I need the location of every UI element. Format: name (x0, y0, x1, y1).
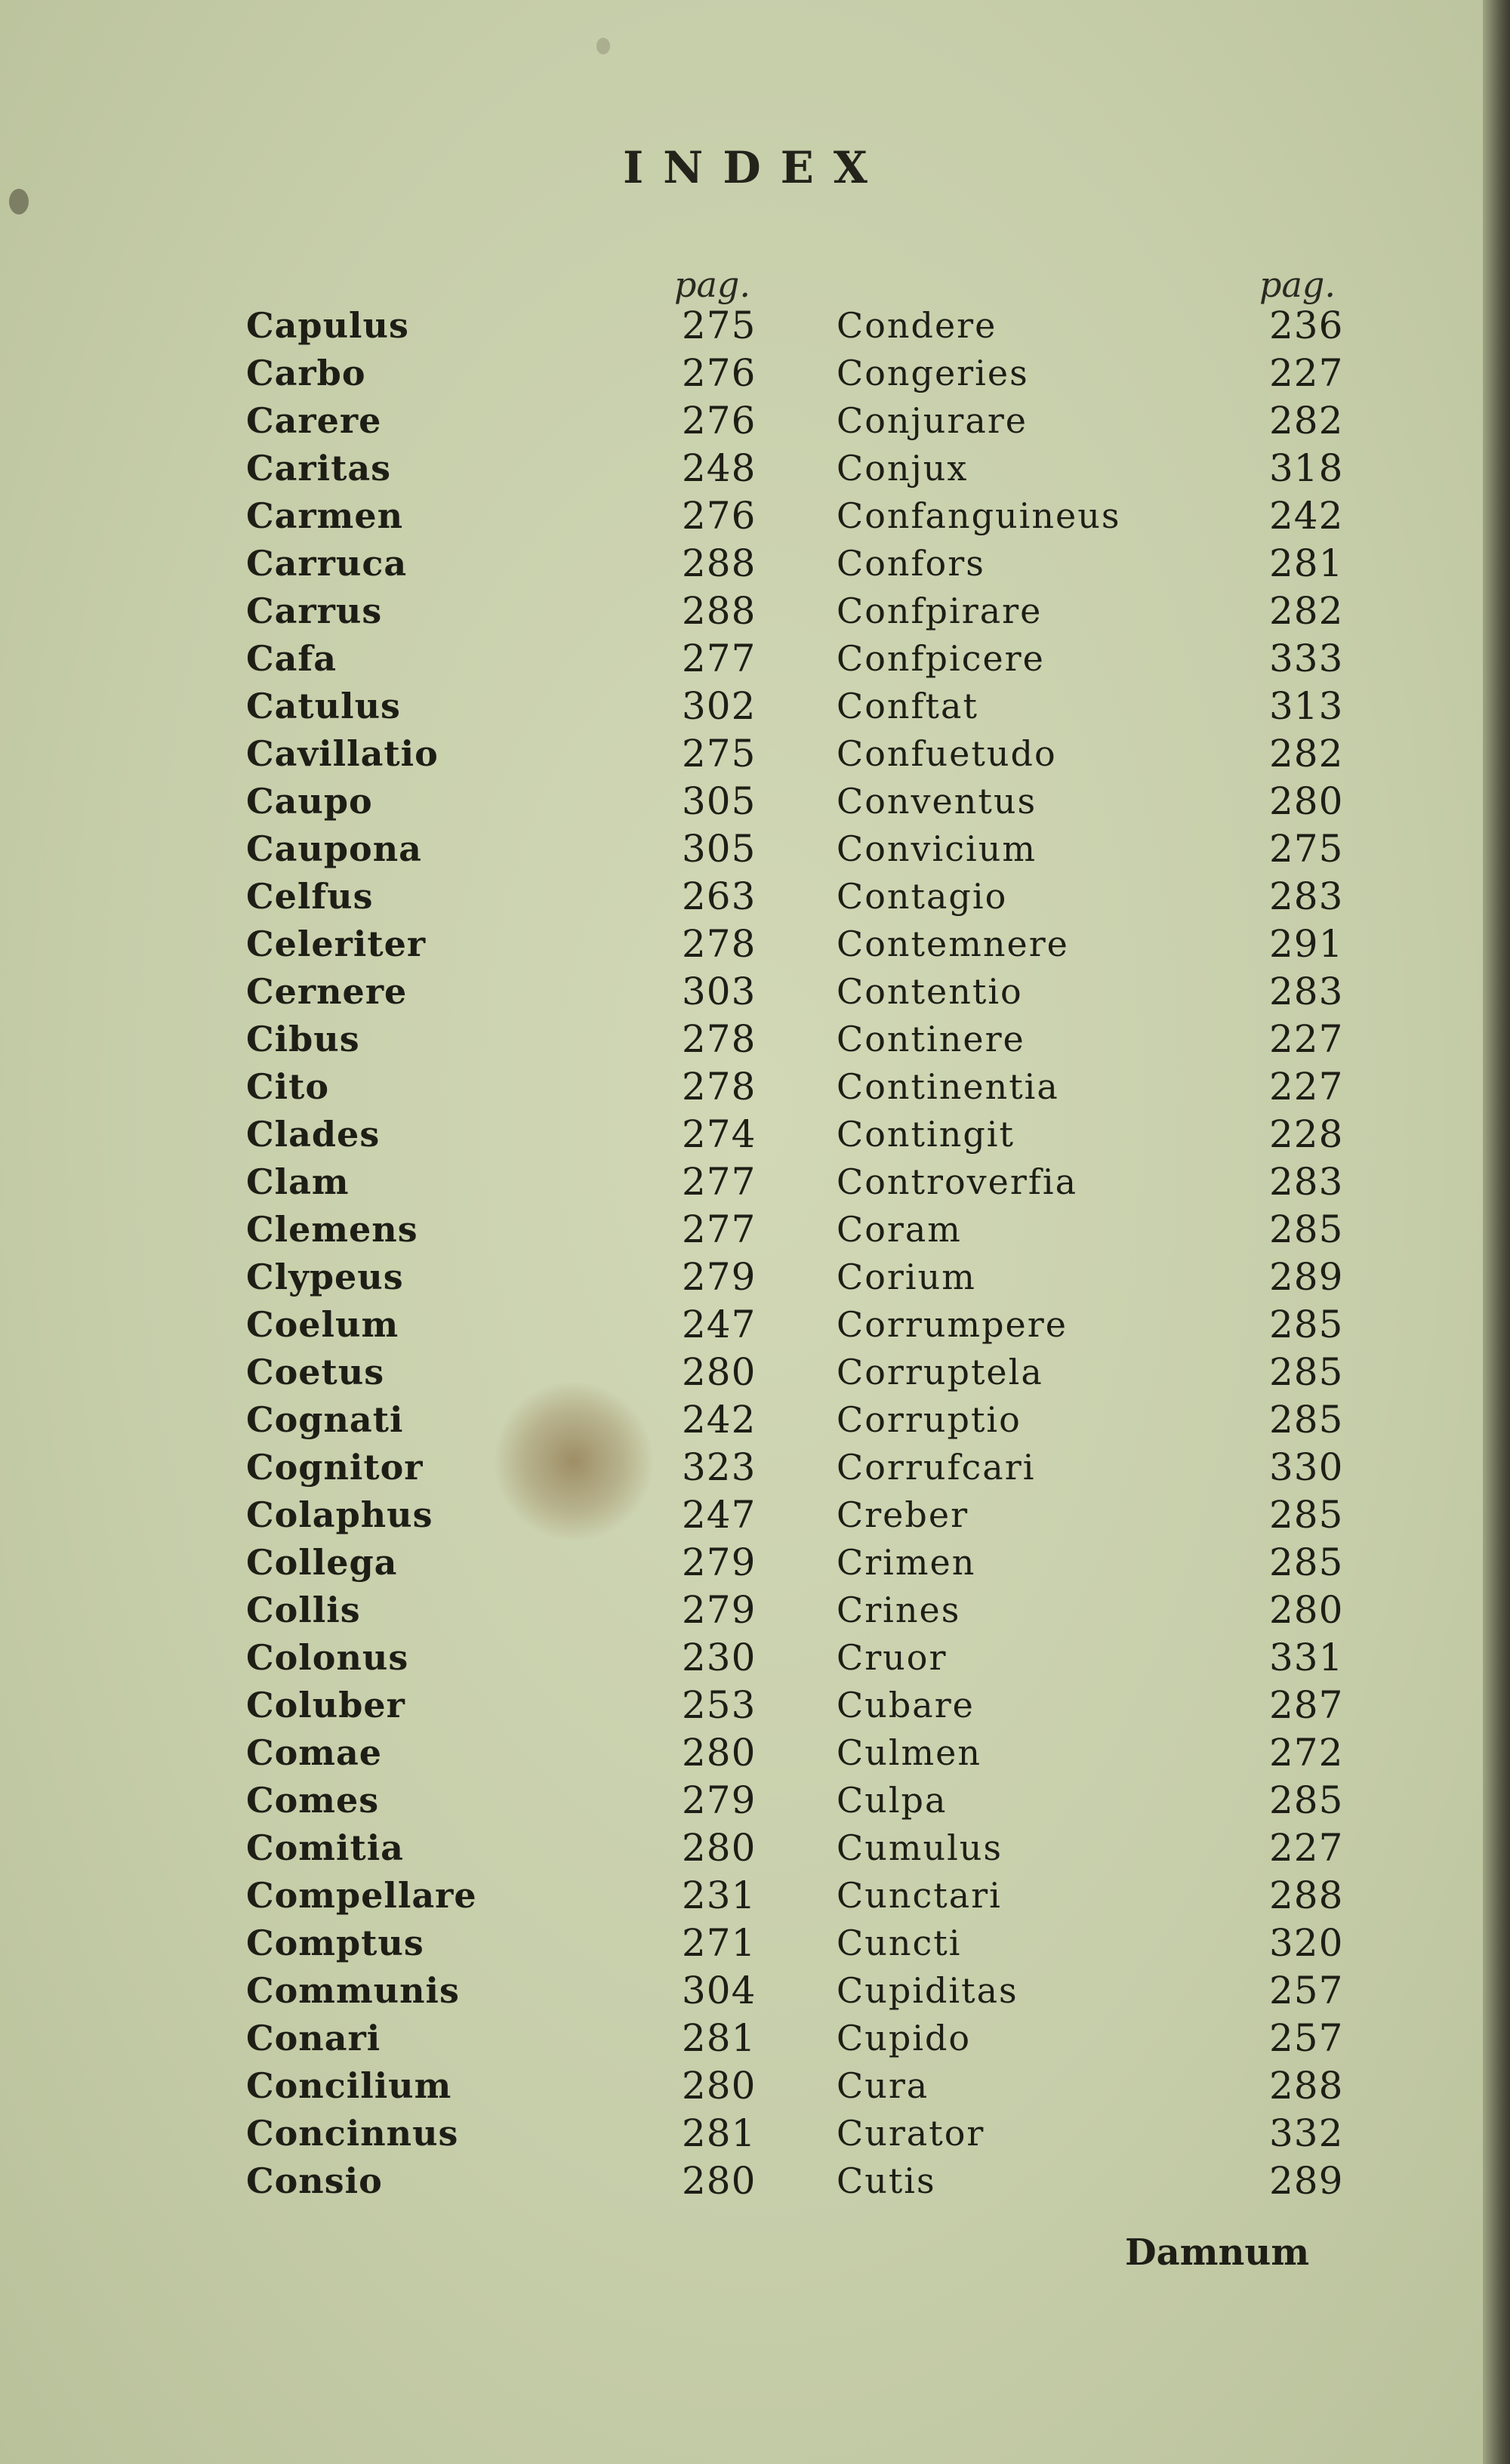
index-term: Confpirare (837, 591, 1043, 631)
index-term: Contentio (837, 971, 1023, 1012)
page-number: 281 (682, 2111, 757, 2155)
page-number: 285 (1269, 1540, 1344, 1584)
index-term: Celfus (246, 876, 374, 917)
index-entry (837, 2110, 1365, 2157)
index-term: Condere (837, 305, 997, 346)
page-number: 227 (1269, 1826, 1344, 1870)
index-term: Catulus (246, 686, 401, 726)
index-entry (246, 1444, 775, 1491)
index-term: Comes (246, 1780, 380, 1821)
page-number: 331 (1269, 1636, 1344, 1679)
page-number: 283 (1269, 970, 1344, 1013)
page-number: 302 (682, 684, 757, 728)
index-term: Conjurare (837, 400, 1028, 441)
index-entry (837, 873, 1365, 921)
page-number: 279 (682, 1778, 757, 1822)
index-entry (246, 1587, 775, 1634)
index-term: Caritas (246, 448, 392, 489)
index-entry (246, 825, 775, 873)
index-entry (246, 1729, 775, 1777)
index-entry (246, 1158, 775, 1206)
index-term: Cunctari (837, 1875, 1002, 1916)
index-term: Coetus (246, 1352, 385, 1392)
page-number: 283 (1269, 874, 1344, 918)
page-number: 304 (682, 1969, 757, 2012)
page-number: 275 (682, 732, 757, 776)
index-entry (837, 1824, 1365, 1872)
page-number: 280 (682, 2159, 757, 2203)
index-term: Comae (246, 1732, 383, 1773)
index-term: Curator (837, 2113, 985, 2154)
index-term: Clypeus (246, 1257, 404, 1297)
index-term: Coluber (246, 1685, 405, 1725)
index-entry (246, 635, 775, 683)
page-number: 227 (1269, 351, 1344, 395)
page-number: 277 (682, 1160, 757, 1204)
catchword: Damnum (1125, 2231, 1310, 2274)
index-entry (246, 1301, 775, 1349)
page-number: 313 (1269, 684, 1344, 728)
index-term: Corrufcari (837, 1447, 1036, 1488)
index-term: Cavillatio (246, 733, 439, 774)
page-number: 257 (1269, 2016, 1344, 2060)
page-number: 227 (1269, 1065, 1344, 1109)
index-entry (837, 445, 1365, 492)
page-number: 282 (1269, 399, 1344, 443)
page-number: 276 (682, 494, 757, 538)
index-entry (246, 730, 775, 778)
page-number: 289 (1269, 2159, 1344, 2203)
page-number: 278 (682, 1065, 757, 1109)
index-term: Carere (246, 400, 382, 441)
ink-speck (596, 38, 610, 54)
index-entry (837, 1682, 1365, 1729)
page-number: 230 (682, 1636, 757, 1679)
index-entry (837, 1491, 1365, 1539)
page-number: 227 (1269, 1017, 1344, 1061)
left-pag-label: pag. (674, 264, 750, 305)
page-number: 277 (682, 637, 757, 680)
page-number: 231 (682, 1873, 757, 1917)
index-term: Confuetudo (837, 733, 1057, 774)
index-term: Concilium (246, 2065, 452, 2106)
index-term: Cafa (246, 638, 337, 679)
index-term: Coelum (246, 1304, 399, 1345)
index-entry (246, 1872, 775, 1920)
page-number: 278 (682, 922, 757, 966)
index-entry (246, 683, 775, 730)
left-index-column (246, 302, 775, 2205)
page-number: 280 (682, 1731, 757, 1775)
page-number: 280 (1269, 779, 1344, 823)
index-entry (837, 1206, 1365, 1254)
index-term: Clam (246, 1161, 350, 1202)
index-term: Concinnus (246, 2113, 459, 2154)
index-entry (837, 2157, 1365, 2205)
page-number: 271 (682, 1921, 757, 1965)
index-entry (246, 2157, 775, 2205)
index-entry (837, 1158, 1365, 1206)
index-entry (246, 1967, 775, 2015)
index-term: Cubare (837, 1685, 975, 1725)
page-number: 282 (1269, 589, 1344, 633)
page-gutter-shadow (1483, 0, 1510, 2464)
index-entry (837, 1777, 1365, 1824)
page-number: 274 (682, 1112, 757, 1156)
index-term: Confanguineus (837, 495, 1121, 536)
index-term: Conventus (837, 781, 1037, 822)
page-number: 279 (682, 1540, 757, 1584)
index-entry (246, 968, 775, 1016)
page-number: 257 (1269, 1969, 1344, 2012)
page-number: 333 (1269, 637, 1344, 680)
page-number: 275 (1269, 827, 1344, 871)
page-number: 279 (682, 1255, 757, 1299)
page-number: 285 (1269, 1493, 1344, 1537)
index-term: Corium (837, 1257, 976, 1297)
index-entry (837, 825, 1365, 873)
index-entry (837, 1729, 1365, 1777)
page-number: 281 (1269, 541, 1344, 585)
index-entry (837, 1587, 1365, 1634)
index-entry (246, 873, 775, 921)
index-term: Corrumpere (837, 1304, 1068, 1345)
index-entry (246, 302, 775, 350)
page-number: 281 (682, 2016, 757, 2060)
index-term: Clemens (246, 1209, 418, 1250)
index-term: Collega (246, 1542, 398, 1583)
page-number: 305 (682, 779, 757, 823)
page-number: 280 (682, 1350, 757, 1394)
page-number: 305 (682, 827, 757, 871)
page-number: 285 (1269, 1207, 1344, 1251)
index-entry (837, 540, 1365, 587)
page-number: 288 (1269, 2064, 1344, 2108)
page-number: 280 (682, 1826, 757, 1870)
index-term: Carruca (246, 543, 408, 584)
index-term: Celeriter (246, 924, 427, 964)
right-pag-label: pag. (1259, 264, 1336, 305)
page-number: 263 (682, 874, 757, 918)
page-number: 272 (1269, 1731, 1344, 1775)
page-number: 236 (1269, 304, 1344, 347)
index-entry (246, 1063, 775, 1111)
index-term: Cognati (246, 1399, 404, 1440)
index-entry (837, 1349, 1365, 1396)
index-entry (246, 1920, 775, 1967)
index-entry (246, 1824, 775, 1872)
page-number: 280 (1269, 1588, 1344, 1632)
page-number: 285 (1269, 1398, 1344, 1442)
index-entry (246, 1254, 775, 1301)
index-term: Comitia (246, 1827, 404, 1868)
page-number: 253 (682, 1683, 757, 1727)
page-number: 282 (1269, 732, 1344, 776)
index-entry (246, 1491, 775, 1539)
index-term: Cernere (246, 971, 408, 1012)
index-entry (837, 1539, 1365, 1587)
index-term: Conjux (837, 448, 969, 489)
page-number: 276 (682, 399, 757, 443)
page-number: 287 (1269, 1683, 1344, 1727)
index-term: Conari (246, 2018, 381, 2058)
index-entry (246, 1539, 775, 1587)
index-term: Comptus (246, 1923, 424, 1963)
page-number: 285 (1269, 1303, 1344, 1346)
index-entry (837, 350, 1365, 397)
index-entry (837, 635, 1365, 683)
index-term: Collis (246, 1590, 361, 1630)
page-number: 247 (682, 1493, 757, 1537)
index-entry (246, 1016, 775, 1063)
index-term: Caupona (246, 828, 422, 869)
page-number: 291 (1269, 922, 1344, 966)
index-term: Clades (246, 1114, 381, 1155)
page-number: 278 (682, 1017, 757, 1061)
index-entry (837, 1396, 1365, 1444)
index-term: Carmen (246, 495, 404, 536)
index-term: Capulus (246, 305, 409, 346)
index-term: Cognitor (246, 1447, 424, 1488)
index-term: Cruor (837, 1637, 948, 1678)
index-entry (246, 540, 775, 587)
index-term: Crines (837, 1590, 961, 1630)
index-entry (246, 1111, 775, 1158)
index-term: Cupiditas (837, 1970, 1018, 2011)
index-term: Cibus (246, 1019, 360, 1059)
page-number: 332 (1269, 2111, 1344, 2155)
index-entry (246, 397, 775, 445)
page-number: 285 (1269, 1350, 1344, 1394)
index-term: Carrus (246, 591, 383, 631)
page-number: 283 (1269, 1160, 1344, 1204)
index-entry (837, 1301, 1365, 1349)
index-term: Crimen (837, 1542, 976, 1583)
index-entry (246, 1349, 775, 1396)
index-entry (837, 1063, 1365, 1111)
page-number: 320 (1269, 1921, 1344, 1965)
index-entry (837, 1016, 1365, 1063)
page-number: 276 (682, 351, 757, 395)
page-number: 289 (1269, 1255, 1344, 1299)
index-entry (837, 921, 1365, 968)
index-entry (246, 921, 775, 968)
page-number: 277 (682, 1207, 757, 1251)
page-number: 247 (682, 1303, 757, 1346)
index-term: Contemnere (837, 924, 1069, 964)
page-number: 288 (1269, 1873, 1344, 1917)
page-number: 288 (682, 541, 757, 585)
index-entry (246, 350, 775, 397)
index-term: Congeries (837, 353, 1029, 393)
index-entry (837, 2015, 1365, 2062)
index-entry (837, 1254, 1365, 1301)
page-number: 288 (682, 589, 757, 633)
index-entry (246, 1682, 775, 1729)
index-entry (837, 1967, 1365, 2015)
index-term: Caupo (246, 781, 373, 822)
index-entry (837, 683, 1365, 730)
index-entry (246, 492, 775, 540)
index-entry (837, 1920, 1365, 1967)
index-term: Conftat (837, 686, 978, 726)
index-entry (837, 302, 1365, 350)
index-entry (246, 1206, 775, 1254)
index-entry (837, 1444, 1365, 1491)
page-number: 228 (1269, 1112, 1344, 1156)
index-term: Cumulus (837, 1827, 1003, 1868)
index-entry (837, 778, 1365, 825)
index-term: Colonus (246, 1637, 409, 1678)
index-term: Compellare (246, 1875, 477, 1916)
page-number: 279 (682, 1588, 757, 1632)
page-number: 275 (682, 304, 757, 347)
index-entry (837, 1872, 1365, 1920)
index-term: Coram (837, 1209, 962, 1250)
index-entry (837, 1111, 1365, 1158)
index-term: Controverfia (837, 1161, 1078, 1202)
index-entry (837, 397, 1365, 445)
index-entry (246, 1634, 775, 1682)
index-term: Cito (246, 1066, 330, 1107)
index-term: Culpa (837, 1780, 948, 1821)
right-index-column (837, 302, 1365, 2205)
index-entry (837, 730, 1365, 778)
index-entry (246, 2110, 775, 2157)
index-entry (837, 492, 1365, 540)
page-title: INDEX (623, 142, 887, 193)
index-term: Cutis (837, 2160, 936, 2201)
index-entry (246, 778, 775, 825)
index-term: Communis (246, 1970, 460, 2011)
index-entry (246, 445, 775, 492)
index-term: Culmen (837, 1732, 982, 1773)
index-term: Creber (837, 1494, 969, 1535)
page-number: 323 (682, 1445, 757, 1489)
page-number: 330 (1269, 1445, 1344, 1489)
page-number: 248 (682, 446, 757, 490)
index-entry (837, 1634, 1365, 1682)
index-term: Continentia (837, 1066, 1059, 1107)
page-number: 303 (682, 970, 757, 1013)
index-entry (837, 968, 1365, 1016)
index-term: Carbo (246, 353, 366, 393)
page-number: 280 (682, 2064, 757, 2108)
index-term: Contingit (837, 1114, 1015, 1155)
index-term: Cura (837, 2065, 929, 2106)
index-entry (837, 2062, 1365, 2110)
index-term: Colaphus (246, 1494, 433, 1535)
index-entry (246, 2015, 775, 2062)
index-term: Contagio (837, 876, 1008, 917)
page-number: 242 (682, 1398, 757, 1442)
index-entry (246, 2062, 775, 2110)
index-entry (246, 1396, 775, 1444)
index-term: Convicium (837, 828, 1037, 869)
index-term: Cupido (837, 2018, 972, 2058)
page-number: 285 (1269, 1778, 1344, 1822)
page-number: 242 (1269, 494, 1344, 538)
index-term: Continere (837, 1019, 1025, 1059)
index-entry (246, 1777, 775, 1824)
index-term: Cuncti (837, 1923, 962, 1963)
index-term: Confpicere (837, 638, 1045, 679)
index-term: Corruptio (837, 1399, 1022, 1440)
index-term: Confors (837, 543, 985, 584)
index-term: Consio (246, 2160, 383, 2201)
page-number: 318 (1269, 446, 1344, 490)
index-term: Corruptela (837, 1352, 1043, 1392)
index-entry (837, 587, 1365, 635)
index-entry (246, 587, 775, 635)
